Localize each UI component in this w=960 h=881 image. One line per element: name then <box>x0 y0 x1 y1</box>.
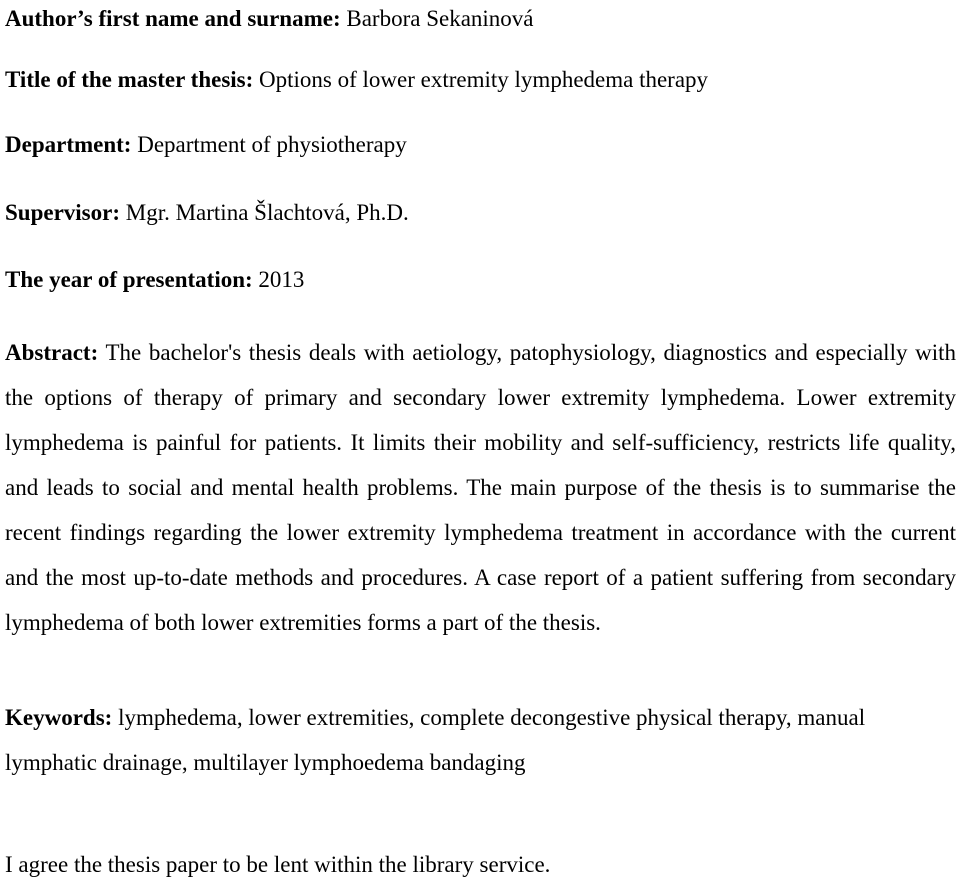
title-field <box>5 65 708 95</box>
year-value: 2013 <box>252 267 305 292</box>
department-value: Department of physiotherapy <box>131 132 407 157</box>
abstract-text: The bachelor's thesis deals with aetiology, patophysiology, diagnostics and especially with the options of therapy of primary and secondary lower extremity lymphedema. Lower extremity lymphedema is painful for patients. It limits their mobility and self-sufficiency, restricts life quality, and leads to social and mental health problems. The main purpose of the thesis is to summarise the recent findings regarding the lower extremity lymphedema treatment in accordance with the current and the most up-to-date methods and procedures. A case report of a patient suffering from secondary lymphedema of both lower extremities forms a part of the thesis. <box>5 340 956 635</box>
department-field <box>5 130 407 160</box>
author-label: Author’s first name and surname: <box>5 6 341 31</box>
title-label: Title of the master thesis: <box>5 67 254 92</box>
year-field <box>5 265 304 295</box>
keywords-text: lymphedema, lower extremities, complete decongestive physical therapy, manual lymphatic drainage, multilayer lymphoedema bandaging <box>5 705 866 775</box>
author-field <box>5 4 534 34</box>
author-value: Barbora Sekaninová <box>340 6 534 31</box>
supervisor-value: Mgr. Martina Šlachtová, Ph.D. <box>120 200 409 225</box>
department-label: Department: <box>5 132 132 157</box>
supervisor-field <box>5 198 409 228</box>
abstract-label: Abstract: <box>5 340 99 365</box>
library-agreement-statement: I agree the thesis paper to be lent within the library service. <box>5 852 551 877</box>
title-value: Options of lower extremity lymphedema therapy <box>253 67 709 92</box>
year-label: The year of presentation: <box>5 267 253 292</box>
supervisor-label: Supervisor: <box>5 200 120 225</box>
keywords-label: Keywords: <box>5 705 113 730</box>
abstract-paragraph <box>5 330 956 645</box>
keywords-paragraph <box>5 695 956 785</box>
